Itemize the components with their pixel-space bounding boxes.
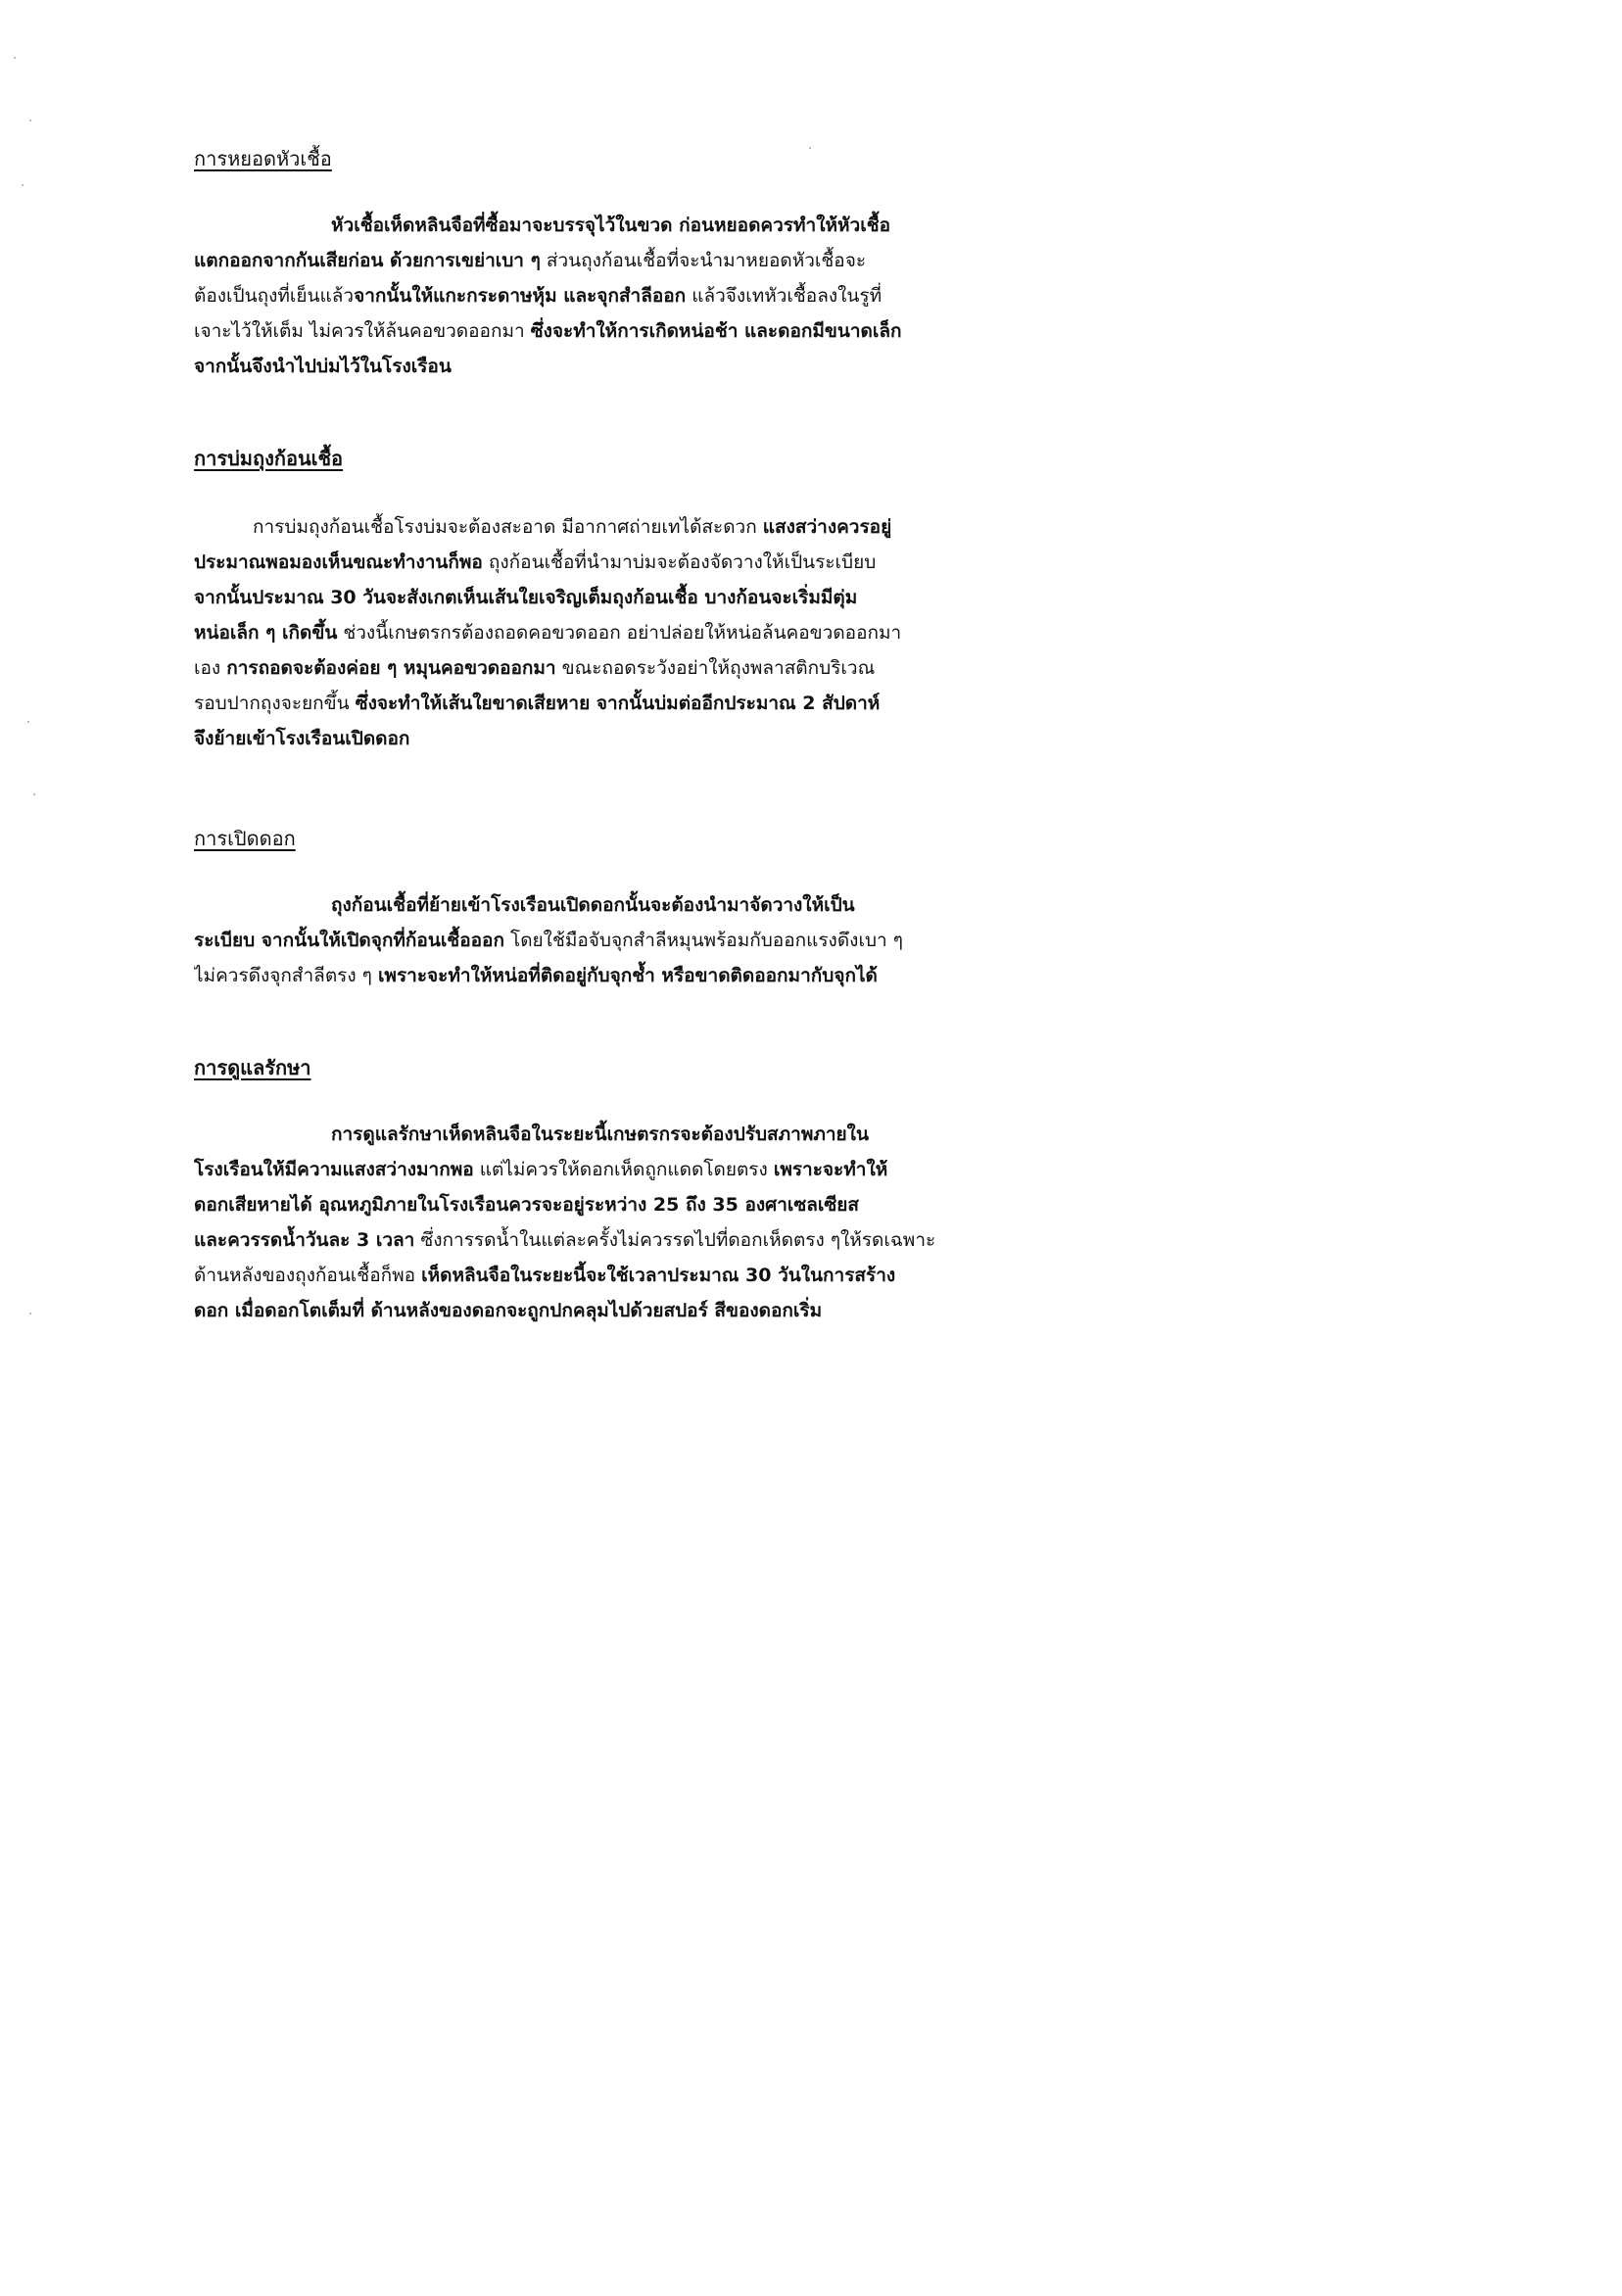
- bold-text: จากนั้นให้แกะกระดาษหุ้ม และจุกสำลีออก: [354, 285, 687, 307]
- bold-text: แตกออกจากกันเสียก่อน ด้วยการเขย่าเบา ๆ: [194, 250, 541, 271]
- paragraph-line: [194, 721, 950, 756]
- bold-text: แสงสว่างควรอยู่: [762, 516, 892, 538]
- bold-text: ซึ่งจะทำให้เส้นใยขาดเสียหาย จากนั้นบ่มต่ออีกประมาณ 2 สัปดาห์: [355, 693, 881, 714]
- scan-speck: [29, 120, 31, 121]
- scan-speck: [14, 57, 16, 59]
- section-heading-inoculation: การหยอดหัวเชื้อ: [194, 147, 332, 170]
- bold-text: ซึ่งจะทำให้การเกิดหน่อช้า และดอกมีขนาดเล็ก: [530, 320, 902, 342]
- scan-speck: [33, 793, 35, 795]
- regular-text: แต่ไม่ควรให้ดอกเห็ดถูกแดดโดยตรง: [473, 1159, 774, 1180]
- paragraph-line: [194, 243, 950, 278]
- paragraph-line: [194, 1293, 950, 1328]
- paragraph-line: [194, 686, 950, 721]
- paragraph-line: [194, 923, 950, 958]
- regular-text: เจาะไว้ให้เต็ม ไม่ควรให้ล้นคอขวดออกมา: [194, 320, 531, 342]
- regular-text: ไม่ควรดึงจุกสำลีตรง ๆ: [194, 965, 378, 986]
- regular-text: ด้านหลังของถุงก้อนเชื้อก็พอ: [194, 1265, 422, 1286]
- bold-text: เพราะจะทำให้: [773, 1159, 888, 1180]
- bold-text: จากนั้นประมาณ 30 วันจะสังเกตเห็นเส้นใยเจริญเต็มถุงก้อนเชื้อ บางก้อนจะเริ่มมีตุ่ม: [194, 587, 858, 608]
- regular-text: ถุงก้อนเชื้อที่นำมาบ่มจะต้องจัดวางให้เป็นระเบียบ: [482, 551, 877, 573]
- regular-text: โดยใช้มือจับจุกสำลีหมุนพร้อมกับออกแรงดึงเบา ๆ: [503, 930, 903, 951]
- bold-text: ดอกเสียหายได้ อุณหภูมิภายในโรงเรือนควรจะอยู่ระหว่าง 25 ถึง 35 องศาเซลเซียส: [194, 1194, 860, 1216]
- paragraph-line: [194, 1117, 950, 1152]
- paragraph-care: [194, 1117, 950, 1328]
- paragraph-inoculation: [194, 208, 950, 384]
- bold-text: ระเบียบ จากนั้นให้เปิดจุกที่ก้อนเชื้อออก: [194, 930, 504, 951]
- bold-text: ประมาณพอมองเห็นขณะทำงานก็พอ: [194, 551, 483, 573]
- paragraph-line: [194, 278, 950, 313]
- regular-text: ช่วงนี้เกษตรกรต้องถอดคอขวดออก อย่าปล่อยให้หน่อล้นคอขวดออกมา: [337, 622, 902, 644]
- paragraph-line: [194, 1187, 950, 1222]
- paragraph-line: [194, 1152, 950, 1187]
- bold-text: การถอดจะต้องค่อย ๆ หมุนคอขวดออกมา: [226, 657, 556, 679]
- bold-text: และควรรดน้ำวันละ 3 เวลา: [194, 1229, 415, 1251]
- bold-text: จึงย้ายเข้าโรงเรือนเปิดดอก: [194, 728, 410, 749]
- paragraph-line: [194, 208, 950, 243]
- paragraph-incubation: [194, 509, 950, 756]
- paragraph-line: [194, 1222, 950, 1258]
- scan-speck: [27, 721, 29, 723]
- regular-text: ส่วนถุงก้อนเชื้อที่จะนำมาหยอดหัวเชื้อจะ: [540, 250, 867, 271]
- regular-text: รอบปากถุงจะยกขึ้น: [194, 693, 356, 714]
- bold-text: หน่อเล็ก ๆ เกิดขึ้น: [194, 622, 338, 644]
- scan-speck: [809, 147, 811, 149]
- bold-text: โรงเรือนให้มีความแสงสว่างมากพอ: [194, 1159, 474, 1180]
- bold-text: ถุงก้อนเชื้อที่ย้ายเข้าโรงเรือนเปิดดอกนั้นจะต้องนำมาจัดวางให้เป็น: [331, 894, 855, 916]
- regular-text: แล้วจึงเทหัวเชื้อลงในรูที่: [686, 285, 883, 307]
- regular-text: เอง: [194, 657, 227, 679]
- paragraph-line: [194, 958, 950, 993]
- section-heading-fruiting: การเปิดดอก: [194, 827, 296, 850]
- bold-text: เพราะจะทำให้หน่อที่ติดอยู่กับจุกช้ำ หรือขาดติดออกมากับจุกได้: [377, 965, 878, 986]
- regular-text: ขณะถอดระวังอย่าให้ถุงพลาสติกบริเวณ: [555, 657, 876, 679]
- paragraph-line: [194, 650, 950, 686]
- paragraph-line: [194, 349, 950, 384]
- paragraph-line: [194, 509, 950, 545]
- paragraph-line: [194, 887, 950, 923]
- bold-text: ดอก เมื่อดอกโตเต็มที่ ด้านหลังของดอกจะถูกปกคลุมไปด้วยสปอร์ สีของดอกเริ่ม: [194, 1300, 823, 1321]
- paragraph-line: [194, 580, 950, 615]
- paragraph-line: [194, 545, 950, 580]
- paragraph-fruiting: [194, 887, 950, 993]
- section-heading-incubation: การบ่มถุงก้อนเชื้อ: [194, 447, 344, 470]
- bold-text: จากนั้นจึงนำไปบ่มไว้ในโรงเรือน: [194, 356, 452, 377]
- bold-text: การดูแลรักษาเห็ดหลินจือในระยะนี้เกษตรกรจะต้องปรับสภาพภายใน: [331, 1124, 869, 1145]
- paragraph-line: [194, 615, 950, 650]
- bold-text: เห็ดหลินจือในระยะนี้จะใช้เวลาประมาณ 30 วันในการสร้าง: [421, 1265, 896, 1286]
- section-heading-care: การดูแลรักษา: [194, 1056, 311, 1079]
- bold-text: หัวเชื้อเห็ดหลินจือที่ซื้อมาจะบรรจุไว้ในขวด ก่อนหยอดควรทำให้หัวเชื้อ: [331, 215, 891, 236]
- scan-speck: [29, 1313, 31, 1315]
- regular-text: การบ่มถุงก้อนเชื้อโรงบ่มจะต้องสะอาด มีอากาศถ่ายเทได้สะดวก: [253, 516, 763, 538]
- regular-text: ต้องเป็นถุงที่เย็นแล้ว: [194, 285, 355, 307]
- paragraph-line: [194, 313, 950, 349]
- regular-text: ซึ่งการรดน้ำในแต่ละครั้งไม่ควรรดไปที่ดอกเห็ดตรง ๆให้รดเฉพาะ: [414, 1229, 936, 1251]
- paragraph-line: [194, 1258, 950, 1293]
- scan-speck: [22, 184, 24, 186]
